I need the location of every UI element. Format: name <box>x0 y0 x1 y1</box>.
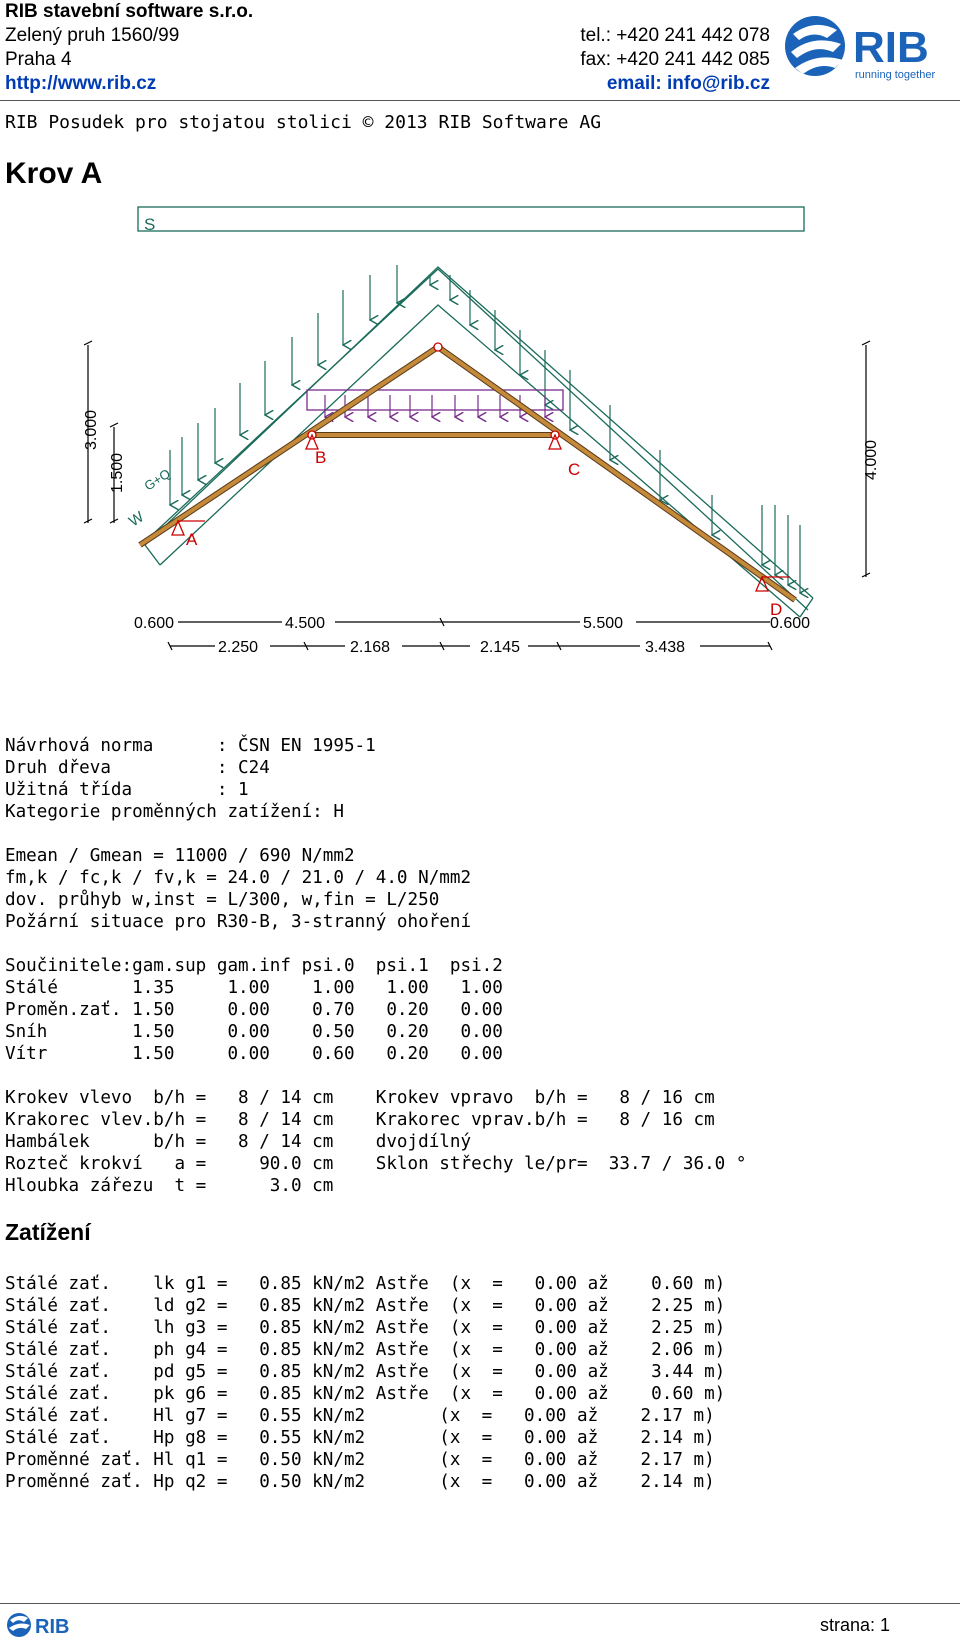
section-line: Rozteč krokví a = 90.0 cm Sklon střechy le/pr= 33.7 / 36.0 ° <box>5 1154 747 1174</box>
load-arrows-left <box>170 265 430 505</box>
support-b-label: B <box>315 448 327 467</box>
dead-load-label: G+Q <box>141 465 173 494</box>
company-city: Praha 4 <box>5 49 72 70</box>
loads-table <box>5 1273 725 1493</box>
company-email[interactable]: email: info@rib.cz <box>606 73 770 94</box>
snow-load <box>138 207 804 234</box>
logo-text: RIB <box>853 23 929 72</box>
dim-row1-3: 5.500 <box>583 615 624 632</box>
company-web-link[interactable]: http://www.rib.cz <box>5 73 157 94</box>
company-street: Zelený pruh 1560/99 <box>5 25 180 46</box>
section-line: Krakorec vlev.b/h = 8 / 14 cm Krakorec vprav.b/h = 8 / 16 cm <box>5 1110 715 1130</box>
roof-diagram <box>0 205 960 695</box>
param-line: Užitná třída : 1 <box>5 780 249 800</box>
factors-row: Sníh 1.50 0.00 0.50 0.20 0.00 <box>5 1022 503 1042</box>
section-line: Krokev vlevo b/h = 8 / 14 cm Krokev vpravo b/h = 8 / 16 cm <box>5 1088 715 1108</box>
load-row: Stálé zať. ph g4 = 0.85 kN/m2 Astře (x = 0.00 až 2.06 m) <box>5 1340 726 1360</box>
dim-row1-4: 0.600 <box>770 615 811 632</box>
collar-load <box>307 390 563 417</box>
factors-row: Stálé 1.35 1.00 1.00 1.00 1.00 <box>5 978 503 998</box>
dim-row2-3: 2.145 <box>480 639 521 656</box>
params-block <box>5 735 376 823</box>
load-row: Stálé zať. Hp g8 = 0.55 kN/m2 (x = 0.00 až 2.14 m) <box>5 1428 715 1448</box>
load-row: Stálé zať. ld g2 = 0.85 kN/m2 Astře (x = 0.00 až 2.25 m) <box>5 1296 726 1316</box>
material-line: Požární situace pro R30-B, 3-stranný ohoření <box>5 912 472 932</box>
page-title: Krov A <box>5 157 103 190</box>
section-line: Hambálek b/h = 8 / 14 cm dvojdílný <box>5 1132 472 1152</box>
logo-tagline: running together <box>855 69 936 81</box>
dim-row2-1: 2.250 <box>218 639 259 656</box>
header-rule <box>0 100 960 101</box>
support-d-label: D <box>770 600 783 619</box>
load-row: Proměnné zať. Hl q1 = 0.50 kN/m2 (x = 0.00 až 2.17 m) <box>5 1450 715 1470</box>
loads-heading: Zatížení <box>5 1219 91 1245</box>
dim-row2-2: 2.168 <box>350 639 391 656</box>
program-line: RIB Posudek pro stojatou stolici © 2013 RIB Software AG <box>5 112 602 133</box>
sections-block <box>5 1087 746 1197</box>
truss-members <box>140 343 795 600</box>
company-tel: tel.: +420 241 442 078 <box>580 25 770 46</box>
material-line: fm,k / fc,k / fv,k = 24.0 / 21.0 / 4.0 N/mm2 <box>5 868 472 888</box>
param-line: Návrhová norma : ČSN EN 1995-1 <box>5 736 376 756</box>
dim-row1-1: 0.600 <box>134 615 175 632</box>
section-line: Hloubka zářezu t = 3.0 cm <box>5 1176 334 1196</box>
company-fax: fax: +420 241 442 085 <box>580 49 770 70</box>
factors-header: Součinitele:gam.sup gam.inf psi.0 psi.1 psi.2 <box>5 956 503 976</box>
dim-left-outer: 3.000 <box>83 409 100 450</box>
company-name: RIB stavební software s.r.o. <box>5 1 254 22</box>
footer-logo-text: RIB <box>35 1616 70 1638</box>
factors-row: Vítr 1.50 0.00 0.60 0.20 0.00 <box>5 1044 503 1064</box>
support-a-label: A <box>186 530 198 549</box>
roof-truss-svg <box>0 205 960 695</box>
factors-row: Proměn.zať. 1.50 0.00 0.70 0.20 0.00 <box>5 1000 503 1020</box>
load-row: Proměnné zať. Hp q2 = 0.50 kN/m2 (x = 0.00 až 2.14 m) <box>5 1472 715 1492</box>
load-row: Stálé zať. lk g1 = 0.85 kN/m2 Astře (x = 0.00 až 0.60 m) <box>5 1274 726 1294</box>
param-line: Druh dřeva : C24 <box>5 758 270 778</box>
material-line: Emean / Gmean = 11000 / 690 N/mm2 <box>5 846 355 866</box>
load-row: Stálé zať. lh g3 = 0.85 kN/m2 Astře (x = 0.00 až 2.25 m) <box>5 1318 726 1338</box>
dim-row2-4: 3.438 <box>645 639 686 656</box>
rib-footer-logo-icon <box>5 1605 85 1645</box>
wind-load-label: W <box>125 508 148 531</box>
rib-logo-icon <box>783 12 958 84</box>
dead-load-band <box>152 269 808 610</box>
dim-left-inner: 1.500 <box>109 452 126 493</box>
material-line: dov. průhyb w,inst = L/300, w,fin = L/250 <box>5 890 440 910</box>
wind-load-band <box>145 267 813 617</box>
support-c-label: C <box>568 460 581 479</box>
supports <box>172 435 790 591</box>
page-number: strana: 1 <box>819 1615 890 1635</box>
dim-right: 4.000 <box>863 439 880 480</box>
company-address <box>5 0 253 96</box>
company-contact <box>565 24 770 96</box>
load-row: Stálé zať. Hl g7 = 0.55 kN/m2 (x = 0.00 až 2.17 m) <box>5 1406 715 1426</box>
load-row: Stálé zať. pd g5 = 0.85 kN/m2 Astře (x = 0.00 až 3.44 m) <box>5 1362 726 1382</box>
param-line: Kategorie proměnných zatížení: H <box>5 802 344 822</box>
footer-rule <box>0 1603 960 1604</box>
dim-row1-2: 4.500 <box>285 615 326 632</box>
rib-logo <box>783 12 958 84</box>
materials-block <box>5 845 471 933</box>
footer-logo <box>5 1605 85 1645</box>
factors-table <box>5 955 503 1065</box>
load-row: Stálé zať. pk g6 = 0.85 kN/m2 Astře (x = 0.00 až 0.60 m) <box>5 1384 726 1404</box>
snow-load-label: S <box>144 215 156 234</box>
